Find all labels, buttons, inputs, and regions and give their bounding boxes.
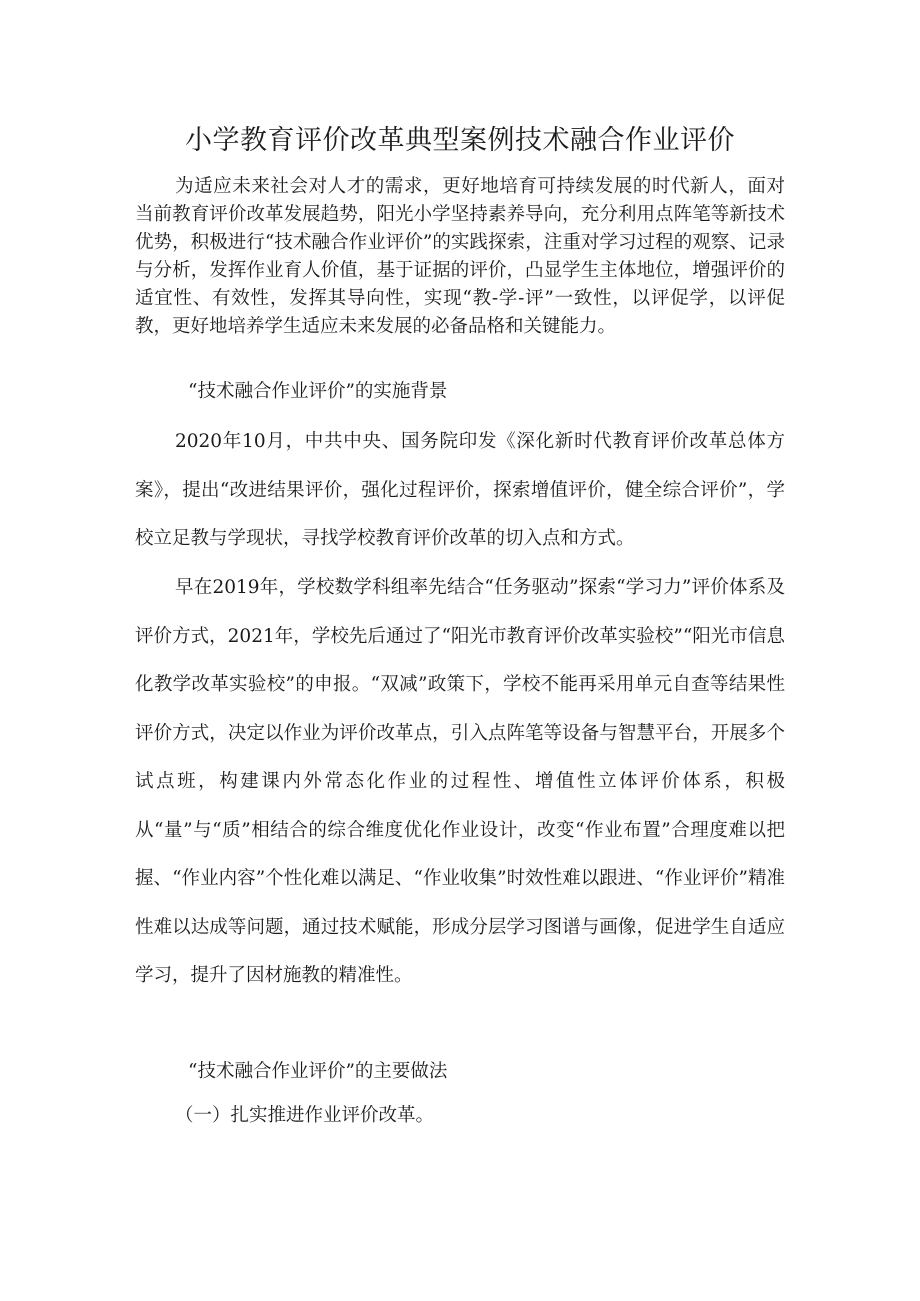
background-paragraph-1: 2020年10月，中共中央、国务院印发《深化新时代教育评价改革总体方案》，提出“改进结果评价，强化过程评价，探索增值评价，健全综合评价”，学校立足教与学现状，寻找学校教育评价改革的切入点和方式。 xyxy=(135,431,785,549)
subsection-heading-1: （一）扎实推进作业评价改革。 xyxy=(175,1105,435,1126)
section-heading-practices: “技术融合作业评价”的主要做法 xyxy=(188,1061,448,1082)
section-heading-background: “技术融合作业评价”的实施背景 xyxy=(188,381,448,402)
document-title: 小学教育评价改革典型案例技术融合作业评价 xyxy=(185,125,735,156)
intro-paragraph: 为适应未来社会对人才的需求，更好地培育可持续发展的时代新人，面对当前教育评价改革发展趋势，阳光小学坚持素养导向，充分利用点阵笔等新技术优势，积极进行“技术融合作业评价”的实践探索，注重对学习过程的观察、记录与分析，发挥作业育人价值，基于证据的评价，凸显学生主体地位，增强评价的适宜性、有效性，发挥其导向性，实现“教-学-评”一致性，以评促学，以评促教，更好地培养学生适应未来发展的必备品格和关键能力。 xyxy=(135,176,785,337)
background-paragraph-2: 早在2019年，学校数学科组率先结合“任务驱动”探索“学习力”评价体系及评价方式，2021年，学校先后通过了“阳光市教育评价改革实验校”“阳光市信息化教学改革实验校”的申报。“双减”政策下，学校不能再采用单元自查等结果性评价方式，决定以作业为评价改革点，引入点阵笔等设备与智慧平台，开展多个试点班，构建课内外常态化作业的过程性、增值性立体评价体系，积极从“量”与“质”相结合的综合维度优化作业设计，改变“作业布置”合理度难以把握、“作业内容”个性化难以满足、“作业收集”时效性难以跟进、“作业评价”精准性难以达成等问题，通过技术赋能，形成分层学习图谱与画像，促进学生自适应学习，提升了因材施教的精准性。 xyxy=(135,577,785,986)
